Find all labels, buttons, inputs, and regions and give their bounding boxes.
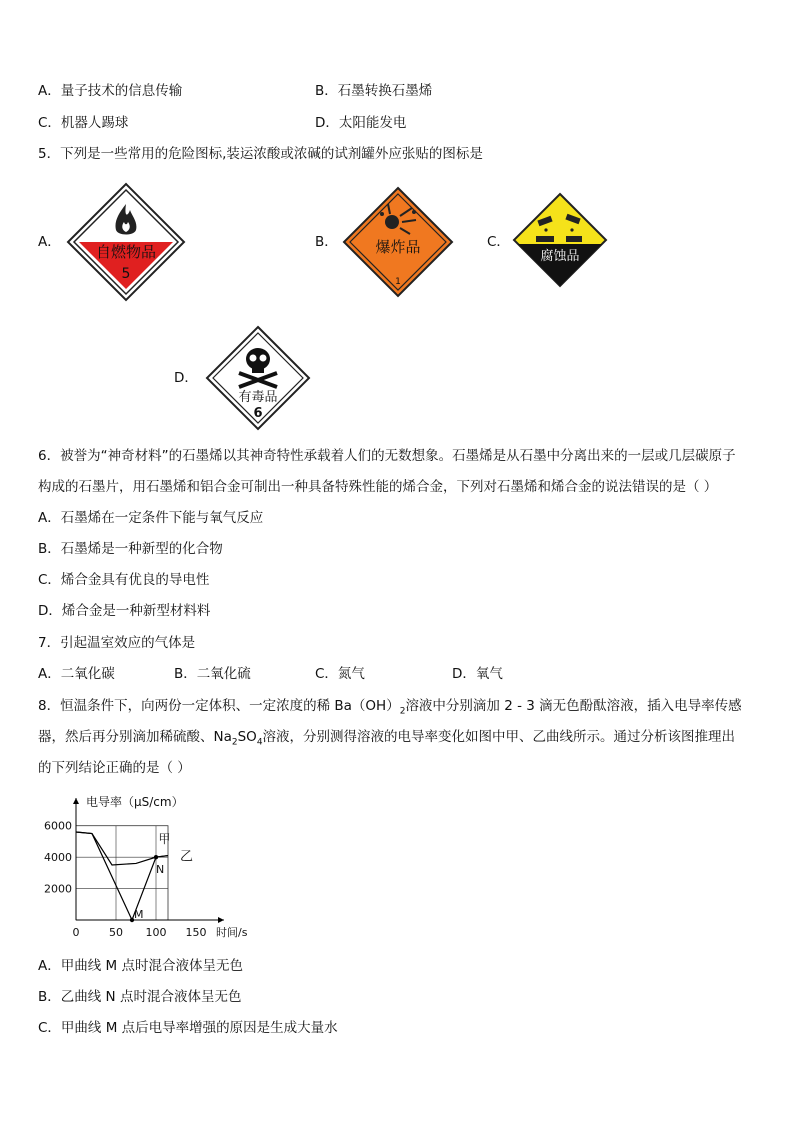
chart-point-n [154, 855, 158, 859]
chart-grid-box [76, 826, 171, 920]
chart-series-label-jia: 甲 [158, 832, 171, 846]
q8-line2-part-a: 器，然后再分别滴加稀硫酸、Na [38, 729, 232, 745]
q8-line2-part-b: SO [237, 729, 257, 745]
question-8-stem-line2 [38, 728, 735, 752]
q5-option-c-letter: C． [487, 234, 510, 250]
chart-series-line-jia [76, 832, 171, 920]
q6-option-d: D．烯合金是一种新型材料料 [38, 603, 211, 619]
q8-line2-sub2: 4 [256, 737, 263, 748]
q8-line1-part-b: 溶液中分别滴加 2 - 3 滴无色酚酞溶液，插入电导率传感 [405, 698, 742, 714]
sign-c-text: 腐蚀品 [540, 249, 580, 264]
q4-option-b: B．石墨转换石墨烯 [315, 83, 433, 99]
hazard-sign-explosive [342, 186, 454, 298]
hazard-sign-flammable [66, 182, 186, 302]
q6-option-a: A．石墨烯在一定条件下能与氧气反应 [38, 510, 264, 526]
chart-x-tick-label: 150 [185, 926, 207, 939]
q8-option-b: B．乙曲线 N 点时混合液体呈无色 [38, 989, 242, 1005]
q5-option-a-letter: A． [38, 234, 61, 250]
sign-b-text: 爆炸品 [375, 238, 421, 256]
question-8-stem-line1 [38, 697, 742, 721]
sign-d-text: 有毒品 [238, 390, 278, 405]
chart-x-tick-label: 0 [72, 926, 80, 939]
q6-option-c: C．烯合金具有优良的导电性 [38, 572, 210, 588]
chart-y-axis-arrow [73, 798, 79, 804]
question-5-stem: 5．下列是一些常用的危险图标,装运浓酸或浓碱的试剂罐外应张贴的图标是 [38, 146, 483, 162]
q4-option-a: A．量子技术的信息传输 [38, 83, 183, 99]
sign-a-number: 5 [121, 266, 131, 282]
chart-x-tick-label: 50 [109, 926, 123, 939]
q8-line1-part-a: 8．恒温条件下，向两份一定体积、一定浓度的稀 Ba（OH） [38, 698, 400, 714]
q5-option-b-letter: B． [315, 234, 338, 250]
q7-option-d: D．氧气 [452, 666, 503, 682]
chart-x-tick-label: 100 [145, 926, 167, 939]
chart-x-axis-arrow [218, 917, 224, 923]
chart-y-tick-label: 6000 [44, 819, 72, 833]
q8-option-c: C．甲曲线 M 点后电导率增强的原因是生成大量水 [38, 1020, 338, 1036]
question-6-stem-line2: 构成的石墨片，用石墨烯和铝合金可制出一种具备特殊性能的烯合金，下列对石墨烯和烯合金的说法错误的是（ ） [38, 479, 718, 495]
chart-x-label: 时间/s [216, 926, 248, 939]
chart-series-label-yi: 乙 [180, 849, 194, 865]
q6-option-b: B．石墨烯是一种新型的化合物 [38, 541, 223, 557]
chart-y-label: 电导率（μS/cm） [86, 795, 184, 809]
question-7-stem: 7．引起温室效应的气体是 [38, 635, 196, 651]
hazard-sign-corrosive [512, 192, 608, 288]
question-8-stem-line3: 的下列结论正确的是（ ） [38, 760, 191, 776]
chart-point-label-m: M [134, 908, 144, 921]
q4-option-c: C．机器人踢球 [38, 115, 129, 131]
sign-b-number: 1 [395, 277, 401, 287]
question-6-stem-line1: 6．被誉为“神奇材料”的石墨烯以其神奇特性承载着人们的无数想象。石墨烯是从石墨中分离出来的一层或几层碳原子 [38, 448, 736, 464]
sign-d-number: 6 [253, 406, 263, 421]
q7-option-a: A．二氧化碳 [38, 666, 115, 682]
chart-y-tick-label: 2000 [44, 882, 72, 896]
q8-line1-sub: 2 [399, 706, 406, 717]
q5-option-d-letter: D． [174, 370, 198, 386]
chart-series-line-yi [76, 832, 171, 865]
hazard-sign-toxic [205, 325, 311, 431]
q7-option-c: C．氮气 [315, 666, 365, 682]
q8-line2-part-c: 溶液，分别测得溶液的电导率变化如图中甲、乙曲线所示。通过分析该图推理出 [262, 729, 736, 745]
conductivity-chart [40, 790, 248, 954]
q4-option-d: D．太阳能发电 [315, 115, 407, 131]
chart-y-tick-label: 4000 [44, 851, 72, 865]
q8-option-a: A．甲曲线 M 点时混合液体呈无色 [38, 958, 243, 974]
chart-point-label-n: N [156, 863, 165, 877]
conductivity-chart-svg [40, 790, 248, 950]
q8-line2-sub1: 2 [231, 737, 238, 748]
q7-option-b: B．二氧化硫 [174, 666, 251, 682]
sign-a-text: 自燃物品 [95, 243, 157, 261]
